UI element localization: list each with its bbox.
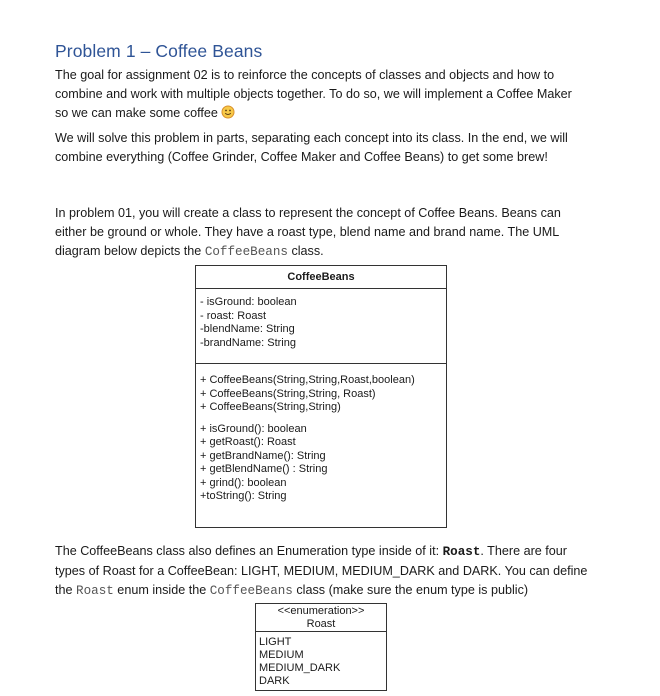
uml-class-name: CoffeeBeans <box>196 266 446 289</box>
enum-line: the <box>55 583 77 597</box>
uml-constructor: + CoffeeBeans(String,String, Roast) <box>200 387 376 400</box>
uml-enum-values <box>256 632 386 688</box>
enum-line: enum inside the <box>113 583 210 597</box>
code-enum-name: Roast <box>442 545 481 559</box>
intro-line: The goal for assignment 02 is to reinforce the concepts of classes and objects and how to <box>55 68 555 82</box>
problem-description-paragraph <box>55 204 595 262</box>
uml-method: + getRoast(): Roast <box>200 436 296 448</box>
uml-enum-name: Roast <box>306 618 336 630</box>
intro-paragraph <box>55 66 595 125</box>
enum-line: types of Roast for a CoffeeBean: LIGHT, MEDIUM, MEDIUM_DARK and DARK. You can define <box>55 564 588 578</box>
uml-attribute: -blendName: String <box>200 323 295 335</box>
approach-line: combine everything (Coffee Grinder, Coffee Maker and Coffee Beans) to get some brew! <box>55 150 548 164</box>
description-line: diagram below depicts the <box>55 244 205 258</box>
approach-paragraph <box>55 129 595 167</box>
uml-enum-header <box>256 604 386 632</box>
intro-line: combine and work with multiple objects together. To do so, we will implement a Coffee Maker <box>55 87 572 101</box>
uml-attributes-section <box>196 289 446 364</box>
page-title: Problem 1 – Coffee Beans <box>55 41 263 61</box>
enum-line: The CoffeeBeans class also defines an Enumeration type inside of it: <box>55 544 443 558</box>
uml-enum-value: MEDIUM_DARK <box>259 662 341 674</box>
code-class-name: CoffeeBeans <box>204 245 288 259</box>
uml-method: + getBlendName() : String <box>200 463 328 475</box>
uml-attribute: - roast: Roast <box>200 309 267 322</box>
uml-class-diagram <box>195 265 447 528</box>
uml-method: + isGround(): boolean <box>200 422 307 435</box>
uml-enum-diagram <box>255 603 387 691</box>
uml-enum-value: MEDIUM <box>259 649 304 661</box>
uml-attribute: - isGround: boolean <box>200 296 297 308</box>
enum-line: class (make sure the enum type is public) <box>292 583 529 597</box>
uml-methods-section <box>196 415 446 504</box>
description-line: In problem 01, you will create a class to represent the concept of Coffee Beans. Beans can <box>55 206 561 220</box>
approach-line: We will solve this problem in parts, separating each concept into its class. In the end, we will <box>55 131 568 145</box>
uml-constructor: + CoffeeBeans(String,String,Roast,boolean) <box>200 374 415 386</box>
uml-method: + grind(): boolean <box>200 476 287 489</box>
enum-description-paragraph <box>55 542 595 601</box>
uml-enum-value: LIGHT <box>259 636 292 648</box>
uml-constructors-section <box>196 364 446 415</box>
uml-method: +toString(): String <box>200 490 287 502</box>
code-enum-name: Roast <box>76 584 114 598</box>
intro-line: so we can make some coffee <box>55 106 218 120</box>
description-line: either be ground or whole. They have a roast type, blend name and brand name. The UML <box>55 225 560 239</box>
enum-line: . There are four <box>480 544 567 558</box>
uml-method: + getBrandName(): String <box>200 449 326 462</box>
uml-enum-stereotype: <<enumeration>> <box>277 605 365 617</box>
description-line: class. <box>287 244 324 258</box>
code-class-name: CoffeeBeans <box>209 584 293 598</box>
uml-constructor: + CoffeeBeans(String,String) <box>200 401 341 413</box>
uml-enum-value: DARK <box>259 675 290 687</box>
uml-attribute: -brandName: String <box>200 336 296 349</box>
smiley-face-icon <box>221 105 235 125</box>
